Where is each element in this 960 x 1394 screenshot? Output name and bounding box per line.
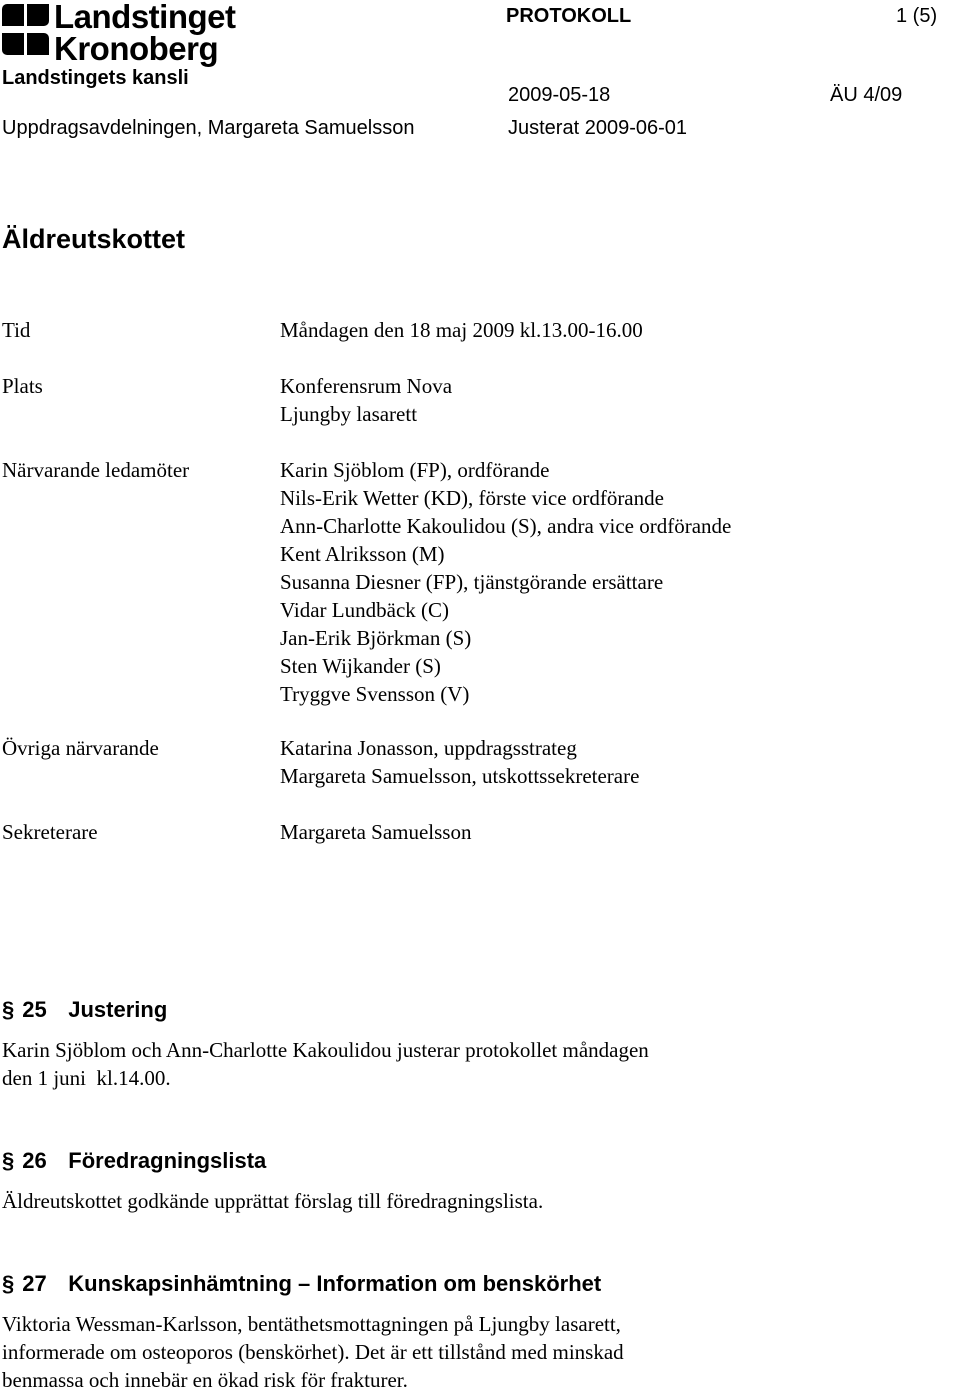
paragraph-symbol: § bbox=[2, 1271, 15, 1296]
member-item: Jan-Erik Björkman (S) bbox=[280, 626, 472, 650]
tid-label: Tid bbox=[2, 318, 31, 342]
meeting-date: 2009-05-18 bbox=[508, 84, 611, 106]
section-text-line: informerade om osteoporos (benskörhet). Det är ett tillstånd med minskad bbox=[2, 1340, 624, 1364]
landstinget-kronoberg-logo bbox=[2, 2, 242, 68]
member-item: Kent Alriksson (M) bbox=[280, 542, 445, 566]
members-label: Närvarande ledamöter bbox=[2, 458, 190, 482]
plats-line: Konferensrum Nova bbox=[280, 374, 453, 398]
section-text-line: den 1 juni kl.14.00. bbox=[2, 1066, 171, 1090]
doc-type: PROTOKOLL bbox=[506, 5, 632, 27]
section-heading-25 bbox=[2, 996, 167, 1024]
protocol-reference: ÄU 4/09 bbox=[830, 84, 903, 106]
paragraph-symbol: § bbox=[2, 997, 15, 1022]
section-body-25 bbox=[2, 1036, 649, 1092]
tid-value: Måndagen den 18 maj 2009 kl.13.00-16.00 bbox=[280, 318, 643, 342]
other-attendee: Margareta Samuelsson, utskottssekreterare bbox=[280, 764, 640, 788]
section-body-27 bbox=[2, 1310, 624, 1394]
justerat-date: Justerat 2009-06-01 bbox=[508, 117, 688, 139]
section-heading-27 bbox=[2, 1270, 601, 1298]
page-number: 1 (5) bbox=[896, 5, 938, 27]
section-body-26 bbox=[2, 1187, 543, 1215]
section-title: Justering bbox=[68, 997, 168, 1022]
page-title: Äldreutskottet bbox=[2, 224, 186, 254]
member-item: Sten Wijkander (S) bbox=[280, 654, 441, 678]
members-list bbox=[280, 456, 731, 708]
logo-line-2: Kronoberg bbox=[54, 30, 219, 67]
logo-square-icon bbox=[27, 4, 49, 26]
others-list bbox=[280, 734, 639, 790]
section-text-line: Viktoria Wessman-Karlsson, bentäthetsmottagningen på Ljungby lasarett, bbox=[2, 1312, 621, 1336]
member-item: Vidar Lundbäck (C) bbox=[280, 598, 450, 622]
department: Uppdragsavdelningen, Margareta Samuelsson bbox=[2, 117, 415, 139]
plats-label: Plats bbox=[2, 374, 43, 398]
logo-square-icon bbox=[2, 33, 24, 55]
secretary-label: Sekreterare bbox=[2, 820, 98, 844]
section-heading-26 bbox=[2, 1147, 266, 1175]
section-text-line: Äldreutskottet godkände upprättat förslag till föredragningslista. bbox=[2, 1189, 544, 1213]
member-item: Ann-Charlotte Kakoulidou (S), andra vice ordförande bbox=[280, 514, 732, 538]
logo-square-icon bbox=[2, 4, 24, 26]
section-number: 25 bbox=[22, 997, 47, 1022]
secretary-value: Margareta Samuelsson bbox=[280, 820, 472, 844]
section-number: 27 bbox=[22, 1271, 47, 1296]
member-item: Susanna Diesner (FP), tjänstgörande ersättare bbox=[280, 570, 664, 594]
section-number: 26 bbox=[22, 1148, 47, 1173]
section-title: Kunskapsinhämtning – Information om benskörhet bbox=[68, 1271, 602, 1296]
section-text-line: Karin Sjöblom och Ann-Charlotte Kakoulidou justerar protokollet måndagen bbox=[2, 1038, 649, 1062]
section-text-line: benmassa och innebär en ökad risk för frakturer. bbox=[2, 1368, 408, 1392]
plats-line: Ljungby lasarett bbox=[280, 402, 418, 426]
plats-value bbox=[280, 372, 452, 428]
member-item: Nils-Erik Wetter (KD), förste vice ordförande bbox=[280, 486, 664, 510]
member-item: Tryggve Svensson (V) bbox=[280, 682, 470, 706]
paragraph-symbol: § bbox=[2, 1148, 15, 1173]
logo-line-1: Landstinget bbox=[54, 0, 236, 35]
org-unit: Landstingets kansli bbox=[2, 67, 189, 89]
member-item: Karin Sjöblom (FP), ordförande bbox=[280, 458, 550, 482]
other-attendee: Katarina Jonasson, uppdragsstrateg bbox=[280, 736, 577, 760]
others-label: Övriga närvarande bbox=[2, 736, 159, 760]
logo-square-icon bbox=[27, 33, 49, 55]
section-title: Föredragningslista bbox=[68, 1148, 267, 1173]
